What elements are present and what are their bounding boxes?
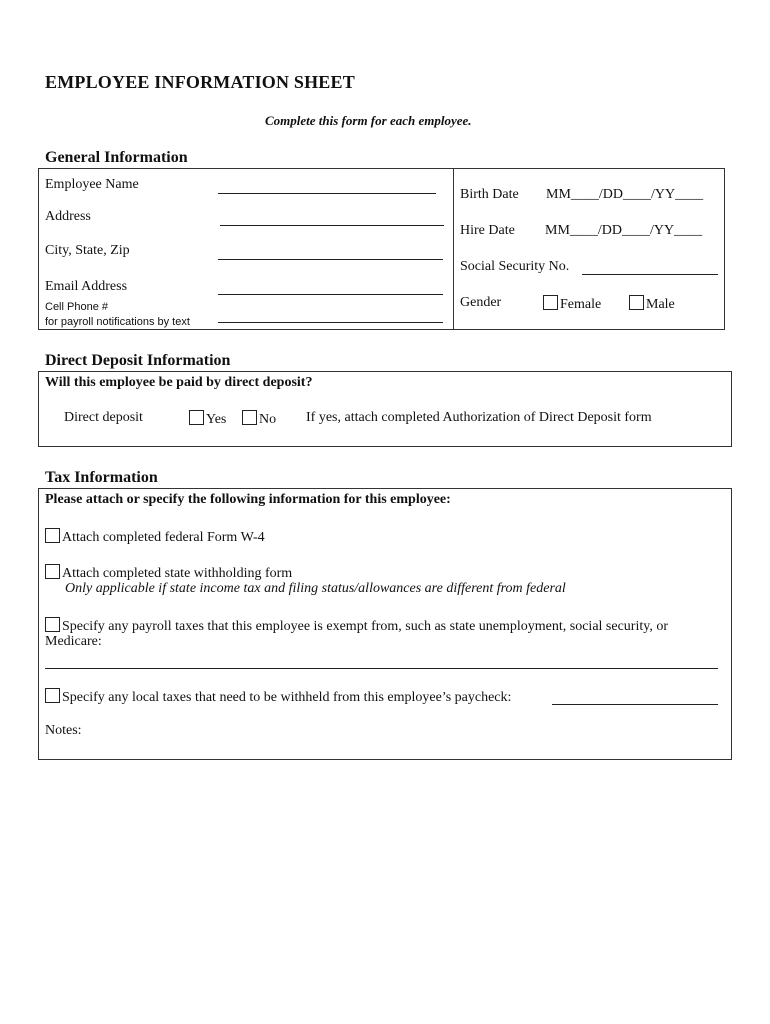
employee-name-field[interactable] bbox=[218, 193, 436, 194]
female-checkbox[interactable] bbox=[543, 295, 558, 310]
state-withholding-option[interactable] bbox=[45, 564, 292, 582]
address-label: Address bbox=[45, 209, 91, 224]
exempt-option[interactable] bbox=[45, 617, 668, 635]
exempt-checkbox[interactable] bbox=[45, 617, 60, 632]
cell-phone-field[interactable] bbox=[218, 322, 443, 323]
birth-date-field[interactable]: MM____/DD____/YY____ bbox=[546, 187, 704, 202]
state-withholding-label: Attach completed state withholding form bbox=[62, 566, 293, 581]
general-divider bbox=[453, 168, 454, 330]
female-label: Female bbox=[560, 297, 602, 312]
page-subtitle: Complete this form for each employee. bbox=[265, 113, 472, 128]
yes-label: Yes bbox=[206, 412, 227, 427]
email-field[interactable] bbox=[218, 294, 443, 295]
local-taxes-field[interactable] bbox=[552, 704, 718, 705]
state-withholding-checkbox[interactable] bbox=[45, 564, 60, 579]
male-checkbox[interactable] bbox=[629, 295, 644, 310]
email-label: Email Address bbox=[45, 279, 128, 294]
cell-phone-note: for payroll notifications by text bbox=[45, 316, 190, 328]
yes-checkbox[interactable] bbox=[189, 410, 204, 425]
hire-date-label: Hire Date bbox=[460, 223, 515, 238]
local-taxes-option[interactable] bbox=[45, 688, 511, 706]
tax-instruction: Please attach or specify the following information for this employee: bbox=[45, 492, 451, 507]
page-title: EMPLOYEE INFORMATION SHEET bbox=[45, 72, 355, 92]
exempt-field[interactable] bbox=[45, 668, 718, 669]
tax-heading: Tax Information bbox=[45, 469, 158, 486]
gender-label: Gender bbox=[460, 295, 502, 310]
deposit-question: Will this employee be paid by direct deposit? bbox=[45, 375, 313, 390]
deposit-heading: Direct Deposit Information bbox=[45, 352, 231, 369]
w4-checkbox[interactable] bbox=[45, 528, 60, 543]
exempt-label: Specify any payroll taxes that this employee is exempt from, such as state unemployment, social security, or bbox=[62, 619, 668, 634]
local-taxes-label: Specify any local taxes that need to be withheld from this employee’s paycheck: bbox=[62, 690, 512, 705]
deposit-no-option[interactable] bbox=[242, 410, 276, 428]
general-heading: General Information bbox=[45, 149, 188, 166]
direct-deposit-label: Direct deposit bbox=[64, 410, 143, 425]
deposit-note: If yes, attach completed Authorization of Direct Deposit form bbox=[306, 410, 652, 425]
birth-date-label: Birth Date bbox=[460, 187, 519, 202]
w4-label: Attach completed federal Form W-4 bbox=[62, 530, 265, 545]
no-label: No bbox=[259, 412, 277, 427]
employee-name-label: Employee Name bbox=[45, 177, 139, 192]
hire-date-field[interactable]: MM____/DD____/YY____ bbox=[545, 223, 703, 238]
city-state-zip-field[interactable] bbox=[218, 259, 443, 260]
city-state-zip-label: City, State, Zip bbox=[45, 243, 130, 258]
local-taxes-checkbox[interactable] bbox=[45, 688, 60, 703]
ssn-label: Social Security No. bbox=[460, 259, 570, 274]
no-checkbox[interactable] bbox=[242, 410, 257, 425]
notes-label: Notes: bbox=[45, 723, 82, 738]
male-label: Male bbox=[646, 297, 675, 312]
exempt-label-continued: Medicare: bbox=[45, 634, 102, 649]
state-withholding-note: Only applicable if state income tax and filing status/allowances are different from federal bbox=[65, 581, 566, 596]
cell-phone-label: Cell Phone # bbox=[45, 301, 108, 313]
ssn-field[interactable] bbox=[582, 274, 718, 275]
gender-male-option[interactable] bbox=[629, 295, 675, 313]
gender-female-option[interactable] bbox=[543, 295, 601, 313]
w4-option[interactable] bbox=[45, 528, 265, 546]
address-field[interactable] bbox=[220, 225, 444, 226]
deposit-yes-option[interactable] bbox=[189, 410, 226, 428]
